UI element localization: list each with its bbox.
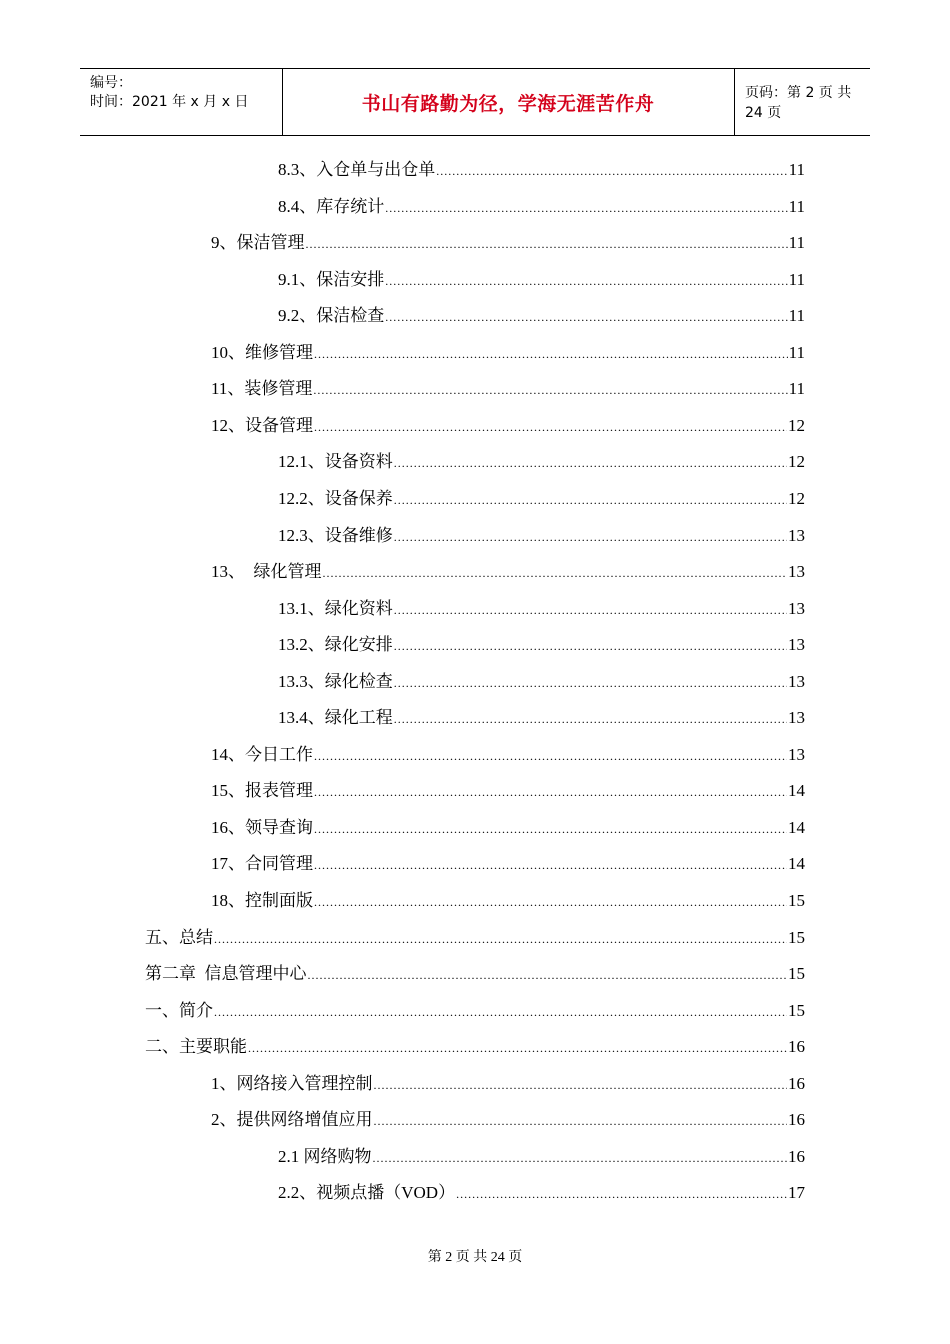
toc-entry-title: 8.3、入仓单与出仓单 (278, 160, 436, 179)
header-slogan: 书山有路勤为径，学海无涯苦作舟 (361, 92, 655, 115)
toc-entry-page-number: 12 (788, 415, 805, 435)
toc-entry-title: 2.2、视频点播（VOD） (278, 1183, 456, 1203)
document-number-label: 编号： (90, 75, 132, 91)
toc-entry-title: 13、 绿化管理 (211, 562, 322, 582)
toc-entry-title: 18、控制面版 (211, 891, 313, 910)
toc-leader-dots (314, 745, 787, 765)
toc-entry-title: 12.3、设备维修 (278, 525, 393, 545)
toc-leader-dots (394, 452, 787, 472)
toc-entry-page-number: 11 (788, 379, 805, 399)
toc-entry[interactable] (211, 813, 805, 843)
toc-entry[interactable] (278, 703, 805, 733)
toc-entry-title: 1、网络接入管理控制 (211, 1073, 373, 1093)
toc-entry-page-number: 15 (788, 891, 805, 910)
toc-entry-title: 17、合同管理 (211, 854, 313, 874)
toc-leader-dots (314, 781, 787, 801)
toc-entry[interactable] (278, 484, 805, 514)
toc-entry[interactable] (145, 1032, 805, 1062)
page-header (80, 68, 870, 136)
toc-entry[interactable] (145, 996, 805, 1026)
toc-entry[interactable] (211, 411, 805, 441)
toc-entry[interactable] (278, 1178, 805, 1208)
toc-leader-dots (308, 964, 788, 984)
toc-entry[interactable] (211, 557, 805, 587)
toc-leader-dots (394, 489, 787, 509)
toc-leader-dots (394, 635, 787, 655)
toc-entry-page-number: 15 (788, 1000, 805, 1020)
toc-leader-dots (214, 928, 787, 948)
header-meta-cell (80, 69, 283, 135)
toc-entry[interactable] (278, 265, 805, 295)
toc-entry-page-number: 13 (788, 562, 805, 582)
toc-entry[interactable] (278, 301, 805, 331)
toc-leader-dots (374, 1110, 788, 1130)
toc-entry-title: 2、提供网络增值应用 (211, 1110, 373, 1130)
toc-entry[interactable] (278, 594, 805, 624)
toc-entry-title: 第二章 信息管理中心 (145, 964, 307, 984)
toc-leader-dots (456, 1183, 787, 1203)
toc-entry-page-number: 14 (788, 817, 805, 837)
toc-entry-page-number: 13 (788, 671, 805, 691)
toc-entry-title: 8.4、库存统计 (278, 196, 385, 216)
toc-leader-dots (314, 891, 787, 911)
toc-entry-page-number: 12 (788, 488, 805, 508)
toc-entry[interactable] (211, 374, 805, 404)
toc-entry[interactable] (278, 1142, 805, 1172)
toc-entry-title: 2.1 网络购物 (278, 1146, 372, 1166)
toc-entry-page-number: 11 (788, 160, 805, 179)
toc-leader-dots (314, 343, 788, 363)
toc-leader-dots (394, 672, 787, 692)
toc-leader-dots (394, 599, 787, 619)
toc-entry-page-number: 11 (788, 233, 805, 253)
toc-leader-dots (314, 416, 787, 436)
toc-entry[interactable] (211, 228, 805, 258)
toc-leader-dots (394, 708, 787, 728)
toc-leader-dots (385, 197, 787, 217)
toc-entry[interactable] (278, 155, 805, 185)
toc-leader-dots (214, 1001, 787, 1021)
header-slogan-cell (282, 69, 735, 135)
toc-leader-dots (314, 818, 787, 838)
toc-entry-page-number: 11 (788, 269, 805, 289)
toc-entry-title: 9.1、保洁安排 (278, 269, 385, 289)
toc-entry-page-number: 16 (788, 1073, 805, 1093)
toc-entry-title: 12.1、设备资料 (278, 452, 393, 472)
toc-entry[interactable] (145, 923, 805, 953)
toc-entry[interactable] (211, 1105, 805, 1135)
header-page-info: 页码：第 2 页 共 24 页 (745, 85, 852, 121)
toc-entry-title: 15、报表管理 (211, 781, 313, 801)
toc-entry-title: 五、总结 (145, 927, 213, 947)
toc-entry[interactable] (278, 447, 805, 477)
toc-entry[interactable] (278, 630, 805, 660)
toc-entry[interactable] (211, 886, 805, 916)
toc-entry-page-number: 11 (788, 342, 805, 362)
toc-entry-page-number: 13 (788, 598, 805, 618)
toc-entry-title: 13.1、绿化资料 (278, 598, 393, 618)
toc-entry-page-number: 17 (788, 1183, 805, 1203)
toc-entry-page-number: 15 (788, 927, 805, 947)
toc-entry-page-number: 13 (788, 635, 805, 655)
toc-entry-title: 12、设备管理 (211, 415, 313, 435)
toc-leader-dots (436, 160, 787, 180)
toc-entry-title: 16、领导查询 (211, 817, 313, 837)
toc-entry-page-number: 13 (788, 525, 805, 545)
toc-leader-dots (306, 233, 788, 253)
toc-entry[interactable] (211, 338, 805, 368)
toc-entry[interactable] (278, 192, 805, 222)
page-footer: 第 2 页 共 24 页 (427, 1250, 523, 1265)
toc-entry[interactable] (278, 521, 805, 551)
toc-entry-page-number: 11 (788, 196, 805, 216)
toc-entry-page-number: 15 (788, 964, 805, 984)
toc-entry-page-number: 16 (788, 1037, 805, 1057)
toc-leader-dots (323, 562, 788, 582)
toc-entry-title: 二、主要职能 (145, 1037, 247, 1057)
header-page-cell (735, 69, 870, 135)
toc-entry-title: 10、维修管理 (211, 342, 313, 362)
toc-leader-dots (385, 270, 787, 290)
toc-entry-title: 一、简介 (145, 1000, 213, 1020)
toc-entry[interactable] (211, 1069, 805, 1099)
toc-entry-title: 13.4、绿化工程 (278, 708, 393, 728)
toc-entry-title: 13.2、绿化安排 (278, 635, 393, 655)
toc-entry-page-number: 14 (788, 854, 805, 874)
toc-leader-dots (314, 854, 787, 874)
toc-leader-dots (374, 1074, 788, 1094)
toc-entry-page-number: 12 (788, 452, 805, 472)
toc-entry-page-number: 16 (788, 1110, 805, 1130)
toc-entry[interactable] (145, 959, 805, 989)
toc-entry[interactable] (211, 849, 805, 879)
toc-entry-title: 13.3、绿化检查 (278, 671, 393, 691)
toc-entry-page-number: 11 (788, 306, 805, 326)
toc-entry-title: 11、装修管理 (211, 379, 313, 399)
toc-entry-title: 9、保洁管理 (211, 233, 305, 253)
toc-entry[interactable] (211, 776, 805, 806)
toc-leader-dots (394, 526, 787, 546)
toc-entry-page-number: 13 (788, 744, 805, 764)
document-date-label: 时间：2021 年 x 月 x 日 (90, 94, 249, 110)
toc-entry[interactable] (278, 667, 805, 697)
toc-entry-page-number: 14 (788, 781, 805, 801)
toc-leader-dots (248, 1037, 787, 1057)
toc-entry[interactable] (211, 740, 805, 770)
toc-entry-title: 14、今日工作 (211, 744, 313, 764)
toc-leader-dots (313, 379, 787, 399)
toc-leader-dots (385, 306, 787, 326)
toc-entry-title: 9.2、保洁检查 (278, 306, 385, 326)
toc-entry-page-number: 16 (788, 1146, 805, 1166)
toc-entry-title: 12.2、设备保养 (278, 488, 393, 508)
toc-leader-dots (373, 1147, 788, 1167)
toc-entry-page-number: 13 (788, 708, 805, 728)
